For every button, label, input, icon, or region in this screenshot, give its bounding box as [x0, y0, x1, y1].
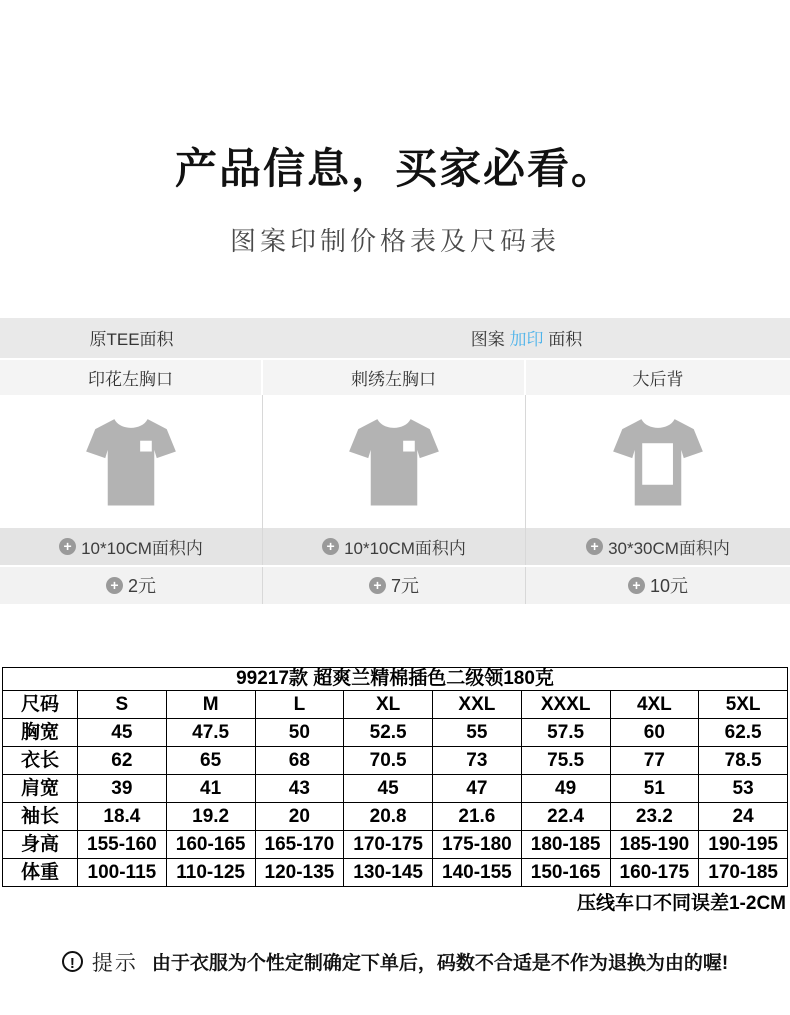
area-cell — [526, 528, 790, 565]
table-row-weight — [3, 858, 788, 886]
size-cell: 73 — [433, 746, 522, 774]
size-cell: 55 — [433, 718, 522, 746]
size-table-title: 99217款 超爽兰精棉插色二级领180克 — [3, 667, 788, 690]
size-cell: 70.5 — [344, 746, 433, 774]
size-cell: 19.2 — [166, 802, 255, 830]
method-label-big-back: 大后背 — [632, 369, 684, 389]
plus-icon: + — [369, 577, 386, 594]
size-cell: 21.6 — [433, 802, 522, 830]
page-subtitle: 图案印制价格表及尺码表 — [229, 225, 560, 256]
size-cell: 150-165 — [521, 858, 610, 886]
table-row-height — [3, 830, 788, 858]
table-row-garment-length — [3, 746, 788, 774]
size-cell: 43 — [255, 774, 344, 802]
size-table-header-row — [3, 690, 788, 718]
row-label: 身高 — [3, 830, 78, 858]
size-cell: 65 — [166, 746, 255, 774]
price-cell — [263, 567, 526, 604]
size-header-5xl: 5XL — [699, 690, 788, 718]
tshirt-icons-row — [0, 395, 790, 528]
size-header-l: L — [255, 690, 344, 718]
size-chart-table — [2, 667, 788, 887]
size-cell: 185-190 — [610, 830, 699, 858]
size-cell: 170-175 — [344, 830, 433, 858]
size-cell: 62 — [78, 746, 167, 774]
area-label: 10*10CM面积内 — [344, 538, 466, 558]
size-cell: 120-135 — [255, 858, 344, 886]
size-cell: 160-165 — [166, 830, 255, 858]
size-cell: 20 — [255, 802, 344, 830]
size-cell: 20.8 — [344, 802, 433, 830]
price-label: 2元 — [127, 576, 156, 597]
size-cell: 23.2 — [610, 802, 699, 830]
tip-label: 提示 — [91, 951, 138, 975]
size-cell: 60 — [610, 718, 699, 746]
print-price-table — [0, 318, 790, 604]
price-label: 7元 — [390, 576, 419, 597]
row-label: 肩宽 — [3, 774, 78, 802]
size-cell: 75.5 — [521, 746, 610, 774]
hero-section — [0, 0, 790, 258]
plus-icon: + — [106, 577, 123, 594]
header-right-prefix: 图案 — [470, 330, 510, 350]
header-right-suffix: 面积 — [543, 330, 583, 350]
plus-icon: + — [586, 538, 603, 555]
size-cell: 45 — [344, 774, 433, 802]
size-cell: 57.5 — [521, 718, 610, 746]
size-header-m: M — [166, 690, 255, 718]
price-cell — [0, 567, 263, 604]
plus-icon: + — [322, 538, 339, 555]
tip-text: 由于衣服为个性定制确定下单后，码数不合适是不作为退换为由的喔! — [151, 953, 729, 975]
method-label-print-chest: 印花左胸口 — [0, 360, 263, 395]
page-title: 产品信息，买家必看。 — [174, 145, 615, 192]
size-cell: 51 — [610, 774, 699, 802]
table-row-sleeve-length — [3, 802, 788, 830]
size-cell: 68 — [255, 746, 344, 774]
size-cell: 180-185 — [521, 830, 610, 858]
area-cell — [0, 528, 263, 565]
size-cell: 78.5 — [699, 746, 788, 774]
method-label-embroidery-chest: 刺绣左胸口 — [263, 360, 526, 395]
print-method-row — [0, 360, 790, 395]
size-cell: 52.5 — [344, 718, 433, 746]
size-header-4xl: 4XL — [610, 690, 699, 718]
size-cell: 45 — [78, 718, 167, 746]
size-cell: 53 — [699, 774, 788, 802]
tshirt-cell-big-back — [526, 395, 790, 528]
size-cell: 47.5 — [166, 718, 255, 746]
table-row-shoulder-width — [3, 774, 788, 802]
area-label: 10*10CM面积内 — [81, 538, 203, 558]
size-cell: 100-115 — [78, 858, 167, 886]
plus-icon: + — [59, 538, 76, 555]
size-cell: 190-195 — [699, 830, 788, 858]
size-header-xxxl: XXXL — [521, 690, 610, 718]
size-chart-section — [2, 667, 788, 915]
size-cell: 130-145 — [344, 858, 433, 886]
header-pattern-print-area — [263, 325, 790, 350]
size-cell: 62.5 — [699, 718, 788, 746]
header-right-highlight: 加印 — [509, 330, 544, 350]
large-patch — [642, 443, 673, 485]
size-cell: 160-175 — [610, 858, 699, 886]
row-label: 体重 — [3, 858, 78, 886]
size-cell: 155-160 — [78, 830, 167, 858]
print-table-header — [0, 318, 790, 358]
size-cell: 22.4 — [521, 802, 610, 830]
size-cell: 77 — [610, 746, 699, 774]
size-header-label: 尺码 — [3, 690, 78, 718]
tip-footer — [0, 947, 790, 977]
header-original-tee-area: 原TEE面积 — [89, 330, 174, 350]
size-cell: 140-155 — [433, 858, 522, 886]
size-cell: 18.4 — [78, 802, 167, 830]
row-label: 胸宽 — [3, 718, 78, 746]
size-cell: 175-180 — [433, 830, 522, 858]
table-row-chest-width — [3, 718, 788, 746]
alert-circle-icon: ! — [62, 951, 83, 972]
size-cell: 165-170 — [255, 830, 344, 858]
tshirt-chest-patch-icon — [340, 404, 448, 519]
size-cell: 39 — [78, 774, 167, 802]
size-cell: 41 — [166, 774, 255, 802]
size-header-s: S — [78, 690, 167, 718]
price-cell — [526, 567, 790, 604]
area-label: 30*30CM面积内 — [608, 538, 730, 558]
size-cell: 49 — [521, 774, 610, 802]
area-cell — [263, 528, 526, 565]
plus-icon: + — [628, 577, 645, 594]
tshirt-chest-patch-icon — [77, 404, 185, 519]
tshirt-back-patch-icon — [604, 404, 712, 519]
price-label: 10元 — [649, 576, 689, 597]
tshirt-cell-embroidery-chest — [263, 395, 526, 528]
print-area-row — [0, 528, 790, 565]
small-patch — [140, 440, 152, 451]
size-cell: 170-185 — [699, 858, 788, 886]
size-cell: 47 — [433, 774, 522, 802]
small-patch — [403, 440, 415, 451]
size-header-xl: XL — [344, 690, 433, 718]
size-table-title-row — [3, 667, 788, 690]
row-label: 袖长 — [3, 802, 78, 830]
print-price-row — [0, 567, 790, 604]
row-label: 衣长 — [3, 746, 78, 774]
size-cell: 24 — [699, 802, 788, 830]
size-cell: 110-125 — [166, 858, 255, 886]
size-tolerance-note: 压线车口不同误差1-2CM — [576, 892, 786, 914]
size-header-xxl: XXL — [433, 690, 522, 718]
tshirt-cell-print-chest — [0, 395, 263, 528]
size-cell: 50 — [255, 718, 344, 746]
